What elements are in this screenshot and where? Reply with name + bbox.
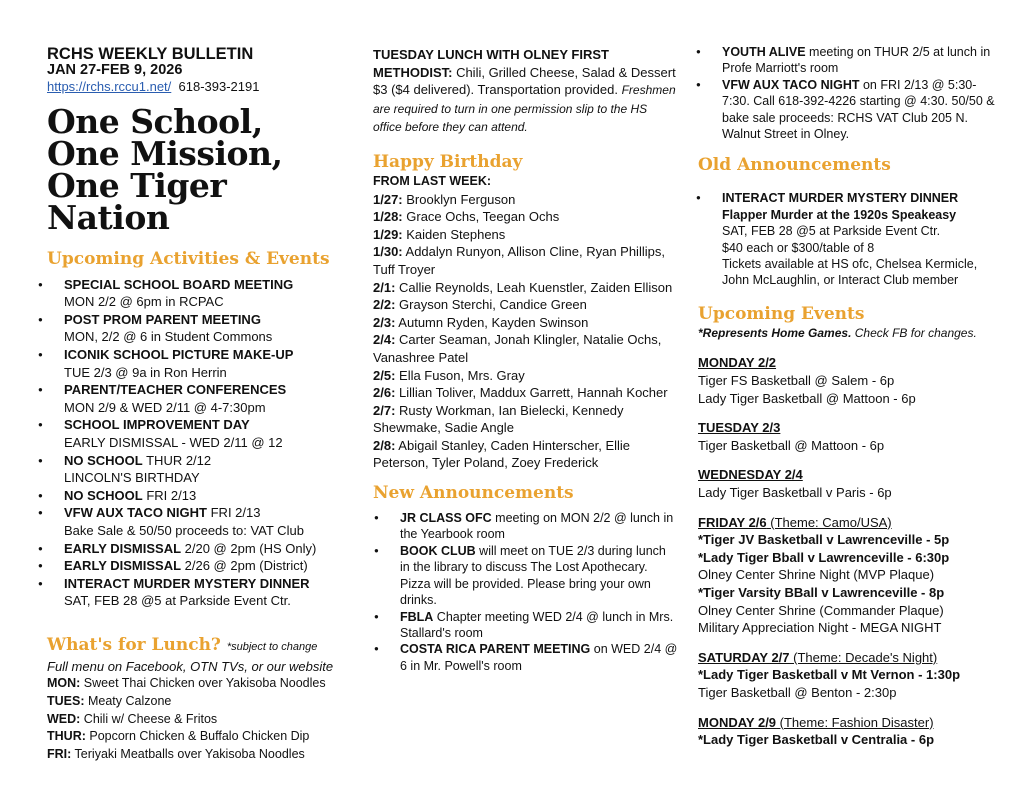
event-day-header <box>698 714 1003 732</box>
event-day <box>698 649 1003 702</box>
birthday-date: 1/30: <box>373 244 403 260</box>
lunch-note: *subject to change <box>226 640 318 653</box>
item-text: SAT, FEB 28 @5 at Parkside Event Ctr. $40 each or $300/table of 8 Tickets available at HS ofc, Chelsea Kermicle, John McLaughlin, or Interact Club member <box>722 224 978 288</box>
event-day-theme: (Theme: Decade's Night) <box>789 649 938 665</box>
bulletin-dates: JAN 27-FEB 9, 2026 <box>47 62 183 78</box>
item-text: FRI 2/13 <box>142 487 197 503</box>
upcoming-events-heading: Upcoming Events <box>698 303 865 324</box>
lunch-day <box>47 728 352 746</box>
event-day-theme: (Theme: Camo/USA) <box>766 514 892 530</box>
item-text: TUE 2/3 @ 9a in Ron Herrin <box>64 364 227 380</box>
item-title: NO SCHOOL <box>64 452 143 468</box>
event-day <box>698 514 1003 637</box>
birthday-names: Callie Reynolds, Leah Kuenstler, Zaiden Ellison <box>395 279 673 295</box>
motto-line: One School, <box>47 101 263 141</box>
event-day <box>698 419 1003 454</box>
event-item: *Lady Tiger Bball v Lawrenceville - 6:30p <box>698 549 950 565</box>
birthday-date: 2/8: <box>373 437 396 453</box>
birthday-date: 1/28: <box>373 209 403 225</box>
lunch-day-meal: Popcorn Chicken & Buffalo Chicken Dip <box>85 729 310 744</box>
home-games-note-bold: *Represents Home Games. <box>698 325 852 340</box>
list-item <box>47 504 352 539</box>
event-item: Lady Tiger Basketball @ Mattoon - 6p <box>698 390 916 406</box>
motto-line: One Tiger Nation <box>47 165 227 237</box>
birthday-date: 2/6: <box>373 385 396 401</box>
birthday-names: Brooklyn Ferguson <box>402 191 516 207</box>
item-title: BOOK CLUB <box>400 543 476 558</box>
event-item: *Tiger Varsity BBall v Lawrenceville - 8p <box>698 585 945 600</box>
list-item <box>47 487 352 505</box>
lunch-day-label: MON: <box>47 676 81 691</box>
birthday-entry <box>373 243 678 278</box>
list-item <box>383 641 678 674</box>
item-title: VFW AUX TACO NIGHT <box>722 77 860 92</box>
event-item: Lady Tiger Basketball v Paris - 6p <box>698 485 892 501</box>
birthday-date: 1/27: <box>373 191 403 207</box>
item-title: VFW AUX TACO NIGHT <box>64 505 207 521</box>
lunch-day-meal: Chili w/ Cheese & Fritos <box>80 711 218 726</box>
lunch-day-label: THUR: <box>47 729 86 744</box>
event-item: Tiger Basketball @ Mattoon - 6p <box>698 437 885 453</box>
birthday-date: 2/7: <box>373 402 396 418</box>
birthday-from: FROM LAST WEEK: <box>373 173 492 188</box>
birthday-names: Autumn Ryden, Kayden Swinson <box>395 314 589 330</box>
lunch-menu <box>47 675 352 763</box>
activities-list <box>37 276 352 610</box>
list-item <box>47 346 352 381</box>
item-title: ICONIK SCHOOL PICTURE MAKE-UP <box>64 346 294 362</box>
event-day-label: MONDAY 2/9 <box>698 714 777 730</box>
old-announcements-heading: Old Announcements <box>698 155 891 176</box>
lunch-heading-text: What's for Lunch? <box>47 634 221 655</box>
list-item <box>705 190 1003 288</box>
item-text: Chapter meeting WED 2/4 @ lunch in Mrs. Stallard's room <box>400 609 674 640</box>
list-item <box>383 543 678 609</box>
birthday-entry <box>373 402 678 437</box>
activities-heading: Upcoming Activities & Events <box>47 248 330 269</box>
birthday-entry <box>373 331 678 366</box>
tuesday-lunch-text: Chili, Grilled Cheese, Salad & Dessert $3 ($4 delivered). Transportation provided. <box>373 64 676 98</box>
list-item <box>47 381 352 416</box>
birthday-date: 2/3: <box>373 314 396 330</box>
event-day <box>698 714 1003 749</box>
birthday-date: 1/29: <box>373 226 403 242</box>
list-item <box>47 311 352 346</box>
item-title: PARENT/TEACHER CONFERENCES <box>64 382 287 398</box>
motto <box>47 101 352 237</box>
item-text: on FRI 2/13 @ 5:30-7:30. Call 618-392-4226 starting @ 4:30. 50/50 & bake sale proceeds: RCHS VAT Club 205 N. Walnut Street in Olney. <box>722 77 995 142</box>
item-title: JR CLASS OFC <box>400 511 492 526</box>
lunch-day <box>47 746 352 764</box>
left-column <box>47 46 352 763</box>
tuesday-lunch <box>373 46 678 137</box>
birthday-names: Grayson Sterchi, Candice Green <box>395 297 587 313</box>
motto-line: One Mission, <box>47 133 283 173</box>
birthday-entry <box>373 384 678 402</box>
item-text: MON 2/2 @ 6pm in RCPAC <box>64 294 224 310</box>
lunch-day <box>47 675 352 693</box>
birthday-entry <box>373 191 678 209</box>
list-item <box>705 44 1003 77</box>
birthday-names: Rusty Workman, Ian Bielecki, Kennedy Shewmake, Sadie Angle <box>373 402 624 436</box>
item-text: FRI 2/13 Bake Sale & 50/50 proceeds to: VAT Club <box>64 505 304 538</box>
birthday-names: Kaiden Stephens <box>402 226 506 242</box>
event-day-header <box>698 466 1003 484</box>
old-announcements-list <box>705 190 1003 288</box>
item-text: meeting on THUR 2/5 at lunch in Profe Marriott's room <box>722 45 991 76</box>
event-day-header <box>698 354 1003 372</box>
middle-column <box>373 46 678 674</box>
item-text: THUR 2/12 LINCOLN'S BIRTHDAY <box>64 452 212 486</box>
list-item <box>47 452 352 487</box>
events-schedule <box>698 354 1003 748</box>
home-games-note <box>698 325 1003 343</box>
lunch-day-meal: Meaty Calzone <box>84 694 172 709</box>
contact-line <box>47 78 352 96</box>
event-day-header <box>698 419 1003 437</box>
item-text: on WED 2/4 @ 6 in Mr. Powell's room <box>400 642 678 673</box>
lunch-day-label: TUES: <box>47 694 85 709</box>
birthday-entry <box>373 208 678 226</box>
event-day-label: WEDNESDAY 2/4 <box>698 467 803 483</box>
lunch-day <box>47 693 352 711</box>
birthday-names: Grace Ochs, Teegan Ochs <box>402 209 560 225</box>
birthday-names: Addalyn Runyon, Allison Cline, Ryan Phillips, Tuff Troyer <box>373 244 665 277</box>
phone: 618-393-2191 <box>178 79 260 94</box>
birthday-list <box>373 191 678 473</box>
event-item: *Lady Tiger Basketball v Centralia - 6p <box>698 732 935 748</box>
item-text: meeting on MON 2/2 @ lunch in the Yearbook room <box>400 511 674 542</box>
lunch-day-meal: Sweet Thai Chicken over Yakisoba Noodles <box>80 676 326 691</box>
birthday-date: 2/2: <box>373 297 396 313</box>
item-text: 2/26 @ 2pm (District) <box>181 558 308 574</box>
event-day-label: MONDAY 2/2 <box>698 355 777 371</box>
list-item <box>705 77 1003 143</box>
item-text: MON 2/9 & WED 2/11 @ 4-7:30pm <box>64 399 266 415</box>
birthday-names: Carter Seaman, Jonah Klingler, Natalie Ochs, Vanashree Patel <box>373 332 662 365</box>
item-title: INTERACT MURDER MYSTERY DINNER <box>64 575 310 591</box>
birthday-entry <box>373 279 678 297</box>
new-announcements-heading: New Announcements <box>373 483 574 504</box>
event-item: Olney Center Shrine Night (MVP Plaque) <box>698 567 935 583</box>
tuesday-lunch-title: TUESDAY LUNCH WITH OLNEY FIRST METHODIST: <box>373 47 609 80</box>
lunch-day-meal: Teriyaki Meatballs over Yakisoba Noodles <box>71 746 305 761</box>
item-text: MON, 2/2 @ 6 in Student Commons <box>64 329 273 345</box>
birthday-date: 2/5: <box>373 367 396 383</box>
item-text: EARLY DISMISSAL - WED 2/11 @ 12 <box>64 434 283 450</box>
birthday-entry <box>373 296 678 314</box>
birthday-names: Ella Fuson, Mrs. Gray <box>395 367 525 383</box>
item-text: will meet on TUE 2/3 during lunch in the library to discuss The Lost Apothecary. Pizza will be provided. Please bring your own drinks. <box>400 543 666 608</box>
item-title: SCHOOL IMPROVEMENT DAY <box>64 417 250 433</box>
event-day-header <box>698 649 1003 667</box>
birthday-date: 2/4: <box>373 332 396 348</box>
website-link[interactable]: https://rchs.rccu1.net/ <box>47 79 172 94</box>
list-item <box>383 510 678 543</box>
event-day-theme: (Theme: Fashion Disaster) <box>776 714 934 730</box>
list-item <box>47 575 352 610</box>
list-item <box>47 557 352 575</box>
event-day <box>698 354 1003 407</box>
bulletin-title: RCHS WEEKLY BULLETIN <box>47 45 254 63</box>
item-title: EARLY DISMISSAL <box>64 558 182 574</box>
item-title: FBLA <box>400 609 434 624</box>
event-item: Olney Center Shrine (Commander Plaque) <box>698 602 944 618</box>
birthday-entry <box>373 437 678 472</box>
home-games-note-text: Check FB for changes. <box>851 325 977 340</box>
item-title: POST PROM PARENT MEETING <box>64 311 261 327</box>
event-day-label: FRIDAY 2/6 <box>698 514 767 530</box>
list-item <box>47 416 352 451</box>
birthday-entry <box>373 367 678 385</box>
birthday-entry <box>373 314 678 332</box>
item-title: INTERACT MURDER MYSTERY DINNER Flapper Murder at the 1920s Speakeasy <box>722 191 959 222</box>
item-title: NO SCHOOL <box>64 487 143 503</box>
event-item: Military Appreciation Night - MEGA NIGHT <box>698 620 942 636</box>
item-title: SPECIAL SCHOOL BOARD MEETING <box>64 276 294 292</box>
lunch-day-label: WED: <box>47 711 81 726</box>
event-item: Tiger FS Basketball @ Salem - 6p <box>698 373 895 389</box>
event-day <box>698 466 1003 501</box>
event-item: *Lady Tiger Basketball v Mt Vernon - 1:30p <box>698 667 961 683</box>
event-item: Tiger Basketball @ Benton - 2:30p <box>698 684 897 700</box>
list-item <box>47 276 352 311</box>
birthday-names: Abigail Stanley, Caden Hinterscher, Ellie Peterson, Tyler Poland, Zoey Frederick <box>373 437 631 471</box>
lunch-day <box>47 711 352 729</box>
item-title: COSTA RICA PARENT MEETING <box>400 642 591 657</box>
item-title: YOUTH ALIVE <box>722 45 806 59</box>
tuesday-lunch-note: Freshmen are required to turn in one permission slip to the HS office before they can attend. <box>373 83 676 135</box>
birthday-names: Lillian Toliver, Maddux Garrett, Hannah Kocher <box>395 385 668 401</box>
list-item <box>47 540 352 558</box>
item-title: EARLY DISMISSAL <box>64 540 182 556</box>
item-text: 2/20 @ 2pm (HS Only) <box>181 540 317 556</box>
event-item: *Tiger JV Basketball v Lawrenceville - 5p <box>698 532 950 548</box>
new-announcements-list-cont <box>705 44 1003 142</box>
lunch-heading <box>47 634 352 658</box>
new-announcements-list <box>383 510 678 674</box>
event-day-label: SATURDAY 2/7 <box>698 649 790 665</box>
birthday-entry <box>373 226 678 244</box>
event-day-label: TUESDAY 2/3 <box>698 420 781 436</box>
birthday-date: 2/1: <box>373 279 396 295</box>
item-text: SAT, FEB 28 @5 at Parkside Event Ctr. <box>64 593 291 609</box>
lunch-day-label: FRI: <box>47 746 72 761</box>
right-column <box>698 44 1003 749</box>
event-day-header <box>698 514 1003 532</box>
menu-note: Full menu on Facebook, OTN TVs, or our website <box>47 658 334 674</box>
birthday-heading: Happy Birthday <box>373 151 523 172</box>
list-item <box>383 609 678 642</box>
